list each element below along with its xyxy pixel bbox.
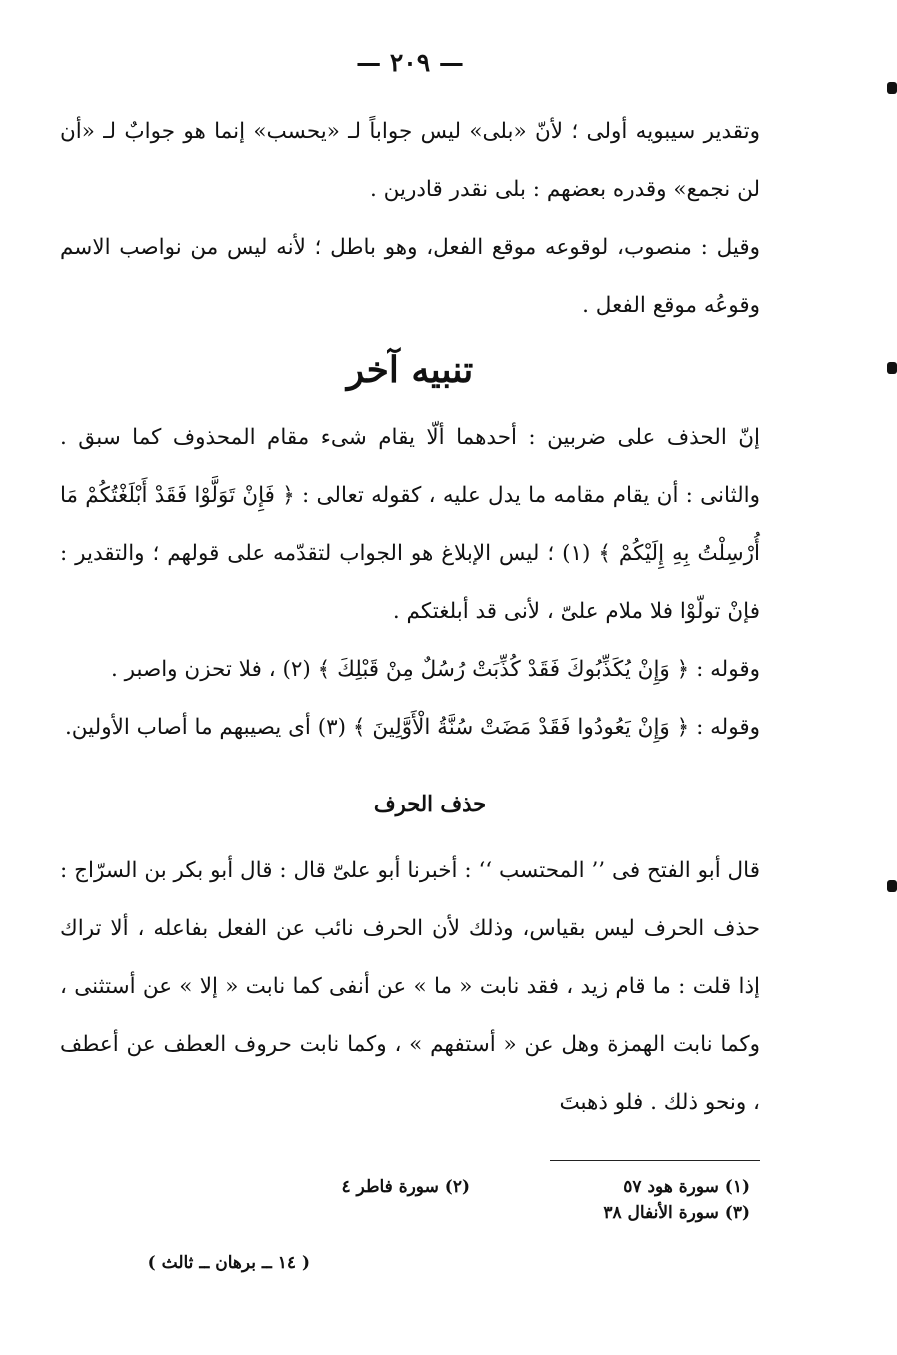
footnote-1: (١) سورة هود ٥٧ xyxy=(623,1177,750,1197)
paragraph-hadhf-types: إنّ الحذف على ضربين : أحدهما ألّا يقام شىء مقام المحذوف كما سبق . والثانى : أن يقام مقامه ما يدل عليه ، كقوله تعالى : ﴿ فَإِنْ تَوَلَّوْا فَقَدْ أَبْلَغْتُكُمْ مَا أُرْسِلْتُ بِهِ إِلَيْكُمْ ﴾ (١) ؛ ليس الإبلاغ هو الجواب لتقدّمه على قولهم ؛ والتقدير : فإنْ تولّوْا فلا ملام علىّ ، لأنى قد أبلغتكم . xyxy=(60,425,760,624)
paragraph-sibawayh: وتقدير سيبويه أولى ؛ لأنّ «بلى» ليس جواباً لـ «يحسب» إنما هو جوابٌ لـ «أن لن نجمع» وقدره بعضهم : بلى نقدر قادرين . xyxy=(60,119,760,202)
scan-edge-mark xyxy=(887,880,897,892)
page-number: — ٢٠٩ — xyxy=(356,48,464,77)
printer-signature: ( ١٤ ــ برهان ــ ثالث ) xyxy=(147,1253,310,1273)
paragraph-wa-in-yukadhdhibuk: وقوله : ﴿ وَإِنْ يُكَذِّبُوكَ فَقَدْ كُذِّبَتْ رُسُلٌ مِنْ قَبْلِكَ ﴾ (٢) ، فلا تحزن واصبر . xyxy=(110,657,760,682)
footnotes xyxy=(190,1177,750,1223)
scan-edge-mark xyxy=(887,82,897,94)
footnote-2: (٢) سورة فاطر ٤ xyxy=(341,1177,470,1197)
paragraph-wa-in-yaudu: وقوله : ﴿ وَإِنْ يَعُودُوا فَقَدْ مَضَتْ سُنَّةُ الْأَوَّلِينَ ﴾ (٣) أى يصيبهم ما أصاب الأولين. xyxy=(64,715,760,740)
section-heading-tanbih: تنبيه آخر xyxy=(346,349,474,391)
footnote-divider xyxy=(550,1160,760,1161)
scan-edge-mark xyxy=(887,362,897,374)
paragraph-abu-al-fath: قال أبو الفتح فى ’’ المحتسب ‘‘ : أخبرنا أبو علىّ قال : قال أبو بكر بن السرّاج : حذف الحرف ليس بقياس، وذلك لأن الحرف نائب عن الفعل بفاعله ، ألا تراك إذا قلت : ما قام زيد ، فقد نابت « ما » عن أنفى كما نابت « إلا » عن أستثنى ، وكما نابت الهمزة وهل عن « أستفهم » ، وكما نابت حروف العطف عن أعطف ، ونحو ذلك . فلو ذهبتَ xyxy=(60,858,760,1115)
footnote-3: (٣) سورة الأنفال ٣٨ xyxy=(603,1203,750,1223)
subheading-hadhf-al-harf: حذف الحرف xyxy=(373,791,487,816)
paragraph-qila-mansub: وقيل : منصوب، لوقوعه موقع الفعل، وهو باطل ؛ لأنه ليس من نواصب الاسم وقوعُه موقع الفعل . xyxy=(60,235,760,318)
document-page xyxy=(60,40,760,1273)
